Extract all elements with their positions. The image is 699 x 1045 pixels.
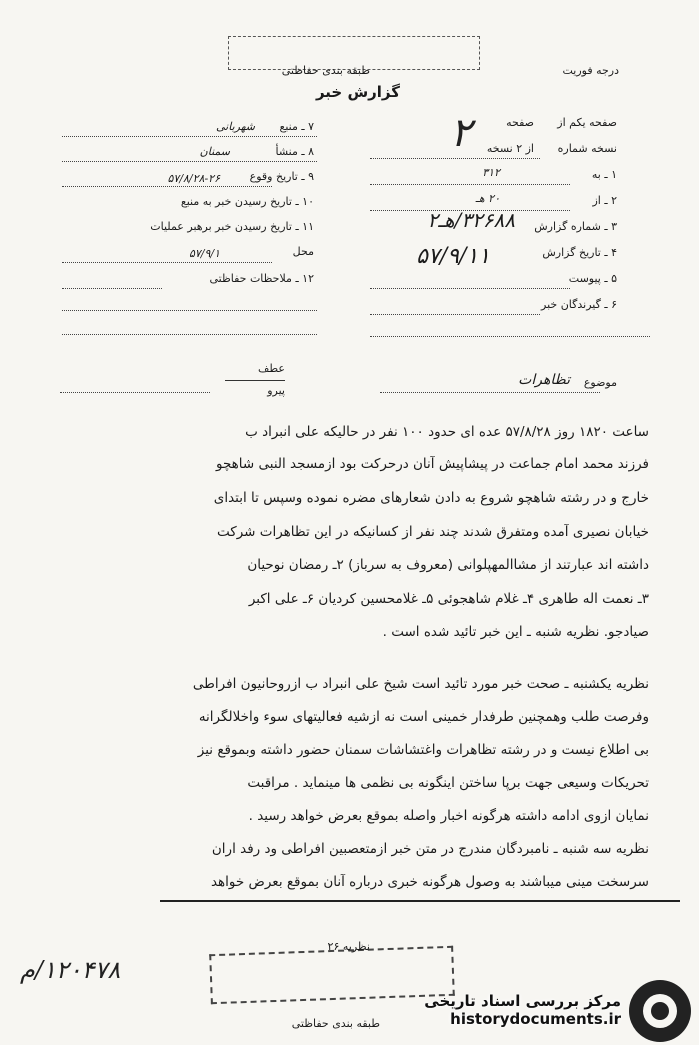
- side-note-atf: عطف: [258, 362, 285, 375]
- archive-logo-icon: [629, 980, 691, 1042]
- copy-number-suffix: از ۲ نسخه: [486, 142, 534, 155]
- field-origin-label: ۸ ـ منشأ: [275, 145, 314, 158]
- attachment-label: ۵ ـ پیوست: [568, 272, 617, 285]
- page-of-value: ۲: [450, 110, 472, 156]
- handwritten-number: ۱۲۰۴۷۸/م: [20, 956, 121, 984]
- report-date-label: ۴ ـ تاریخ گزارش: [542, 246, 617, 259]
- field-origin-value: سمنان: [199, 145, 230, 158]
- page-of-label: صفحه یکم از: [557, 116, 617, 129]
- body-line: داشته اند عبارتند از مشاالمهپلوانی (معروف به سرباز) ۲ـ رمضان نوحیان: [247, 557, 649, 573]
- field-date-label: ۹ ـ تاریخ وقوع: [249, 170, 314, 183]
- report-number-label: ۳ ـ شماره گزارش: [534, 220, 617, 233]
- body-line: تحریکات وسیعی جهت برپا ساختن اینگونه بی نظمی ها مینماید . مراقبت: [247, 775, 649, 791]
- report-date-value: ۵۷/۹/۱۱: [416, 244, 490, 269]
- field-place-value: ۵۷/۹/۱: [188, 247, 220, 260]
- body-line: خیابان نصیری آمده ومتفرق شدند چند نفر از کسانیکه در این تظاهرات شرکت: [217, 524, 649, 540]
- body-line: ۳ـ نعمت اله طاهری ۴ـ غلام شاهجوئی ۵ـ غلامحسین کردیان ۶ـ علی اکبر: [248, 591, 649, 607]
- subject-label: موضوع: [583, 376, 617, 389]
- watermark: [424, 992, 621, 1028]
- body-line: وفرصت طلب وهمچنین طرفدار خمینی است نه ازشیه فعالیتهای سوء واخلالگرانه: [198, 709, 649, 725]
- body-line: نمایان ازوی ادامه داشته هرگونه اخبار واصله بموقع بعرض خواهد رسید .: [248, 808, 649, 824]
- body-line: فرزند محمد امام جماعت در پیشاپیش آنان درحرکت بود ازمسجد النبی شاهچو: [215, 456, 649, 472]
- watermark-title: مرکز بررسی اسناد تاریخی: [424, 992, 621, 1010]
- body-line: سرسخت مینی میباشند به وصول هرگونه خبری درباره آنان بموقع بعرض خواهد: [210, 874, 649, 890]
- footer-classification: طبقه بندی حفاظتی: [291, 1017, 380, 1030]
- field-source-label: ۷ ـ منبع: [279, 120, 314, 133]
- field-from-label: ۲ ـ از: [592, 194, 617, 207]
- footer-nazariye: نظریه ۲۶: [327, 940, 370, 953]
- classification-label: طبقه بندی حفاظتی: [281, 64, 370, 77]
- body-line: نظریه یکشنبه ـ صحت خبر مورد تائید است شیخ علی انبراد ب ازروحانیون افراطی: [192, 676, 649, 692]
- field-receipt-ops-label: ۱۱ ـ تاریخ رسیدن خبر برهبر عملیات: [150, 220, 314, 233]
- priority-label: درجه فوریت: [562, 64, 619, 77]
- copy-number-label: نسخه شماره: [557, 142, 617, 155]
- bottom-stamp: [209, 946, 455, 1004]
- body-line: صیادجو. نظریه شنبه ـ این خبر تائید شده است .: [382, 624, 649, 640]
- body-line: بی اطلاع نیست و در رشته تظاهرات واغتشاشات سمنان حضور داشته وبموقع نیز: [197, 742, 649, 758]
- recipients-label: ۶ ـ گیرندگان خبر: [541, 298, 617, 311]
- body-line: ساعت ۱۸۲۰ روز ۵۷/۸/۲۸ عده ای حدود ۱۰۰ نفر در حالیکه علی انبراد ب: [245, 424, 649, 440]
- field-place-label: محل: [292, 245, 314, 258]
- subject-value: تظاهرات: [518, 372, 570, 388]
- watermark-url: historydocuments.ir: [450, 1010, 621, 1028]
- field-source-value: شهربانی: [216, 120, 255, 133]
- report-title: گزارش خبر: [315, 83, 400, 101]
- field-from-value: ۲۰ هـ: [475, 192, 500, 205]
- page-of-suffix: صفحه: [506, 116, 534, 129]
- field-receipt-source-label: ۱۰ ـ تاریخ رسیدن خبر به منبع: [180, 195, 314, 208]
- body-line: خارج و در رشته شاهچو شروع به دادن شعارهای مضره نموده وسپس تا ابتدای: [213, 490, 649, 506]
- field-security-label: ۱۲ ـ ملاحظات حفاظتی: [209, 272, 314, 285]
- side-note-peyro: پیرو: [267, 384, 285, 397]
- field-date-value: ۵۷/۸/۲۸-۲۶: [167, 172, 220, 185]
- body-line: نظریه سه شنبه ـ نامبردگان مندرج در متن خبر ازمتعصبین افراطی ود رفد اران: [211, 841, 649, 857]
- field-to-label: ۱ ـ به: [591, 168, 617, 181]
- field-to-value: ۳۱۲: [482, 166, 500, 179]
- report-number-value: ۳۲۶۸۸/هـ۲: [427, 208, 515, 232]
